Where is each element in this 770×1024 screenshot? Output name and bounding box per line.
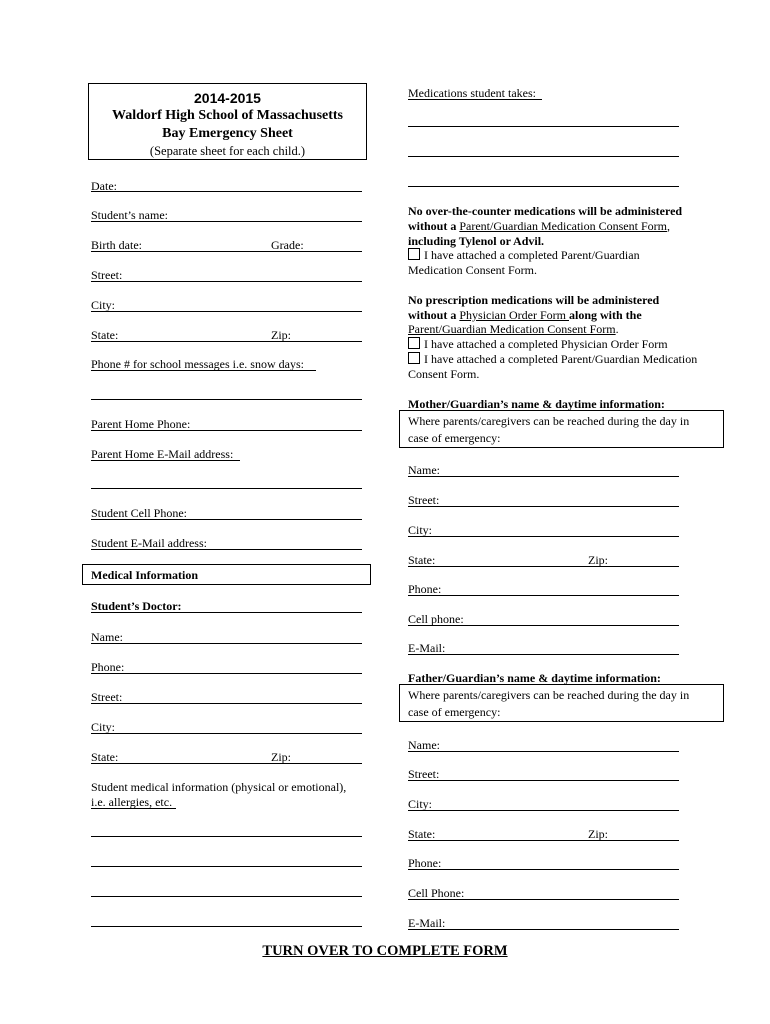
doctor-heading: Student’s Doctor: <box>91 599 182 613</box>
parent-email-field[interactable] <box>91 488 362 489</box>
doctor-state-label: State: <box>91 750 119 764</box>
medical-info-field-4[interactable] <box>91 926 362 927</box>
father-where-1: Where parents/caregivers can be reached during the day in <box>408 688 690 702</box>
date-label: Date: <box>91 179 117 193</box>
mother-cell-field[interactable] <box>408 625 679 626</box>
rx-warning-2 <box>408 308 642 323</box>
father-email-field[interactable] <box>408 929 679 930</box>
doctor-zip-label: Zip: <box>271 750 291 764</box>
mother-phone-label: Phone: <box>408 582 442 596</box>
medical-info-label-1: Student medical information (physical or emotional), <box>91 780 347 794</box>
mother-street-field[interactable] <box>408 506 679 507</box>
mother-email-field[interactable] <box>408 654 679 655</box>
school-name: Waldorf High School of Massachusetts <box>111 108 343 123</box>
father-state-label: State: <box>408 827 436 841</box>
parent-home-phone-field[interactable] <box>91 430 362 431</box>
parent-email-underline <box>91 460 240 461</box>
father-street-label: Street: <box>408 767 440 781</box>
page-title: Bay Emergency Sheet <box>162 126 293 141</box>
doctor-field[interactable] <box>91 612 362 613</box>
doctor-state-zip-field[interactable] <box>91 763 362 764</box>
rx-check-label-1: I have attached a completed Physician Order Form <box>424 337 668 351</box>
city-label: City: <box>91 298 116 312</box>
turn-over-footer: TURN OVER TO COMPLETE FORM <box>262 943 508 959</box>
rx-check-label-2: I have attached a completed Parent/Guardian Medication <box>424 352 698 366</box>
otc-warning-2a: without a <box>408 219 460 233</box>
doctor-phone-field[interactable] <box>91 673 362 674</box>
mother-cell-label: Cell phone: <box>408 612 464 626</box>
rx-check-label-2b: Consent Form. <box>408 367 480 381</box>
city-field[interactable] <box>91 311 362 312</box>
otc-check-label-1: I have attached a completed Parent/Guardian <box>424 248 640 262</box>
snow-phone-underline <box>91 370 316 371</box>
father-name-label: Name: <box>408 738 440 752</box>
doctor-street-label: Street: <box>91 690 123 704</box>
birth-date-label: Birth date: <box>91 238 142 252</box>
doctor-name-field[interactable] <box>91 643 362 644</box>
student-email-field[interactable] <box>91 549 362 550</box>
rx-warning-2c: along with the <box>569 308 642 322</box>
doctor-city-field[interactable] <box>91 733 362 734</box>
father-state-zip-field[interactable] <box>408 840 679 841</box>
zip-label: Zip: <box>271 328 291 342</box>
father-street-field[interactable] <box>408 780 679 781</box>
doctor-phone-label: Phone: <box>91 660 125 674</box>
rx-warning-3b: . <box>615 322 619 336</box>
snow-phone-field[interactable] <box>91 399 362 400</box>
father-cell-field[interactable] <box>408 899 679 900</box>
otc-warning-2 <box>408 219 670 234</box>
medical-info-underline <box>91 808 176 809</box>
mother-city-label: City: <box>408 523 433 537</box>
student-name-field[interactable] <box>91 221 362 222</box>
otc-check-label-2: Medication Consent Form. <box>408 263 537 277</box>
snow-phone-label: Phone # for school messages i.e. snow days: <box>91 357 304 371</box>
student-email-label: Student E-Mail address: <box>91 536 207 550</box>
father-email-label: E-Mail: <box>408 916 446 930</box>
rx-warning-2a: without a <box>408 308 460 322</box>
parent-home-phone-label: Parent Home Phone: <box>91 417 191 431</box>
mother-where-1: Where parents/caregivers can be reached during the day in <box>408 414 690 428</box>
mother-email-label: E-Mail: <box>408 641 446 655</box>
medications-field-1[interactable] <box>408 126 679 127</box>
date-field[interactable] <box>91 191 362 192</box>
parent-email-label: Parent Home E-Mail address: <box>91 447 234 461</box>
mother-state-zip-field[interactable] <box>408 566 679 567</box>
medical-info-label-2: i.e. allergies, etc. <box>91 795 173 809</box>
rx-check-row-1 <box>408 337 668 352</box>
mother-street-label: Street: <box>408 493 440 507</box>
street-field[interactable] <box>91 281 362 282</box>
medical-info-field-3[interactable] <box>91 896 362 897</box>
otc-warning-1: No over-the-counter medications will be administered <box>408 204 683 218</box>
student-name-label: Student’s name: <box>91 208 168 222</box>
mother-phone-field[interactable] <box>408 595 679 596</box>
medications-label: Medications student takes: <box>408 86 536 100</box>
mother-heading: Mother/Guardian’s name & daytime information: <box>408 397 665 411</box>
medications-underline <box>408 99 542 100</box>
father-phone-field[interactable] <box>408 869 679 870</box>
rx-consent-checkbox[interactable] <box>408 352 420 364</box>
separate-sheet-note: (Separate sheet for each child.) <box>149 144 306 158</box>
physician-order-checkbox[interactable] <box>408 337 420 349</box>
otc-consent-form-link[interactable]: Parent/Guardian Medication Consent Form <box>459 219 667 233</box>
mother-name-label: Name: <box>408 463 440 477</box>
doctor-street-field[interactable] <box>91 703 362 704</box>
father-cell-label: Cell Phone: <box>408 886 465 900</box>
student-cell-field[interactable] <box>91 519 362 520</box>
street-label: Street: <box>91 268 123 282</box>
father-city-field[interactable] <box>408 810 679 811</box>
medications-field-3[interactable] <box>408 186 679 187</box>
rx-check-row-2 <box>408 352 697 367</box>
doctor-city-label: City: <box>91 720 116 734</box>
father-city-label: City: <box>408 797 433 811</box>
mother-where-2: case of emergency: <box>408 431 501 445</box>
rx-consent-form-link[interactable]: Parent/Guardian Medication Consent Form <box>408 322 616 336</box>
mother-city-field[interactable] <box>408 536 679 537</box>
grade-label: Grade: <box>271 238 304 252</box>
otc-consent-checkbox[interactable] <box>408 248 420 260</box>
father-phone-label: Phone: <box>408 856 442 870</box>
otc-warning-3: including Tylenol or Advil. <box>408 234 545 248</box>
father-heading: Father/Guardian’s name & daytime information: <box>408 671 661 685</box>
birth-date-grade-field[interactable] <box>91 251 362 252</box>
medical-info-field-1[interactable] <box>91 836 362 837</box>
state-label: State: <box>91 328 119 342</box>
medical-info-field-2[interactable] <box>91 866 362 867</box>
rx-warning-3 <box>408 322 619 337</box>
medical-info-heading: Medical Information <box>91 568 198 582</box>
father-zip-label: Zip: <box>588 827 608 841</box>
title-box <box>88 83 367 160</box>
mother-name-field[interactable] <box>408 476 679 477</box>
state-zip-field[interactable] <box>91 341 362 342</box>
otc-warning-2c: , <box>666 219 670 233</box>
mother-zip-label: Zip: <box>588 553 608 567</box>
medications-field-2[interactable] <box>408 156 679 157</box>
otc-check-row <box>408 248 640 263</box>
physician-order-form-link[interactable]: Physician Order Form <box>459 308 569 322</box>
mother-state-label: State: <box>408 553 436 567</box>
school-year: 2014-2015 <box>194 90 261 106</box>
rx-warning-1: No prescription medications will be administered <box>408 293 660 307</box>
father-where-2: case of emergency: <box>408 705 501 719</box>
student-cell-label: Student Cell Phone: <box>91 506 187 520</box>
father-name-field[interactable] <box>408 751 679 752</box>
doctor-name-label: Name: <box>91 630 123 644</box>
